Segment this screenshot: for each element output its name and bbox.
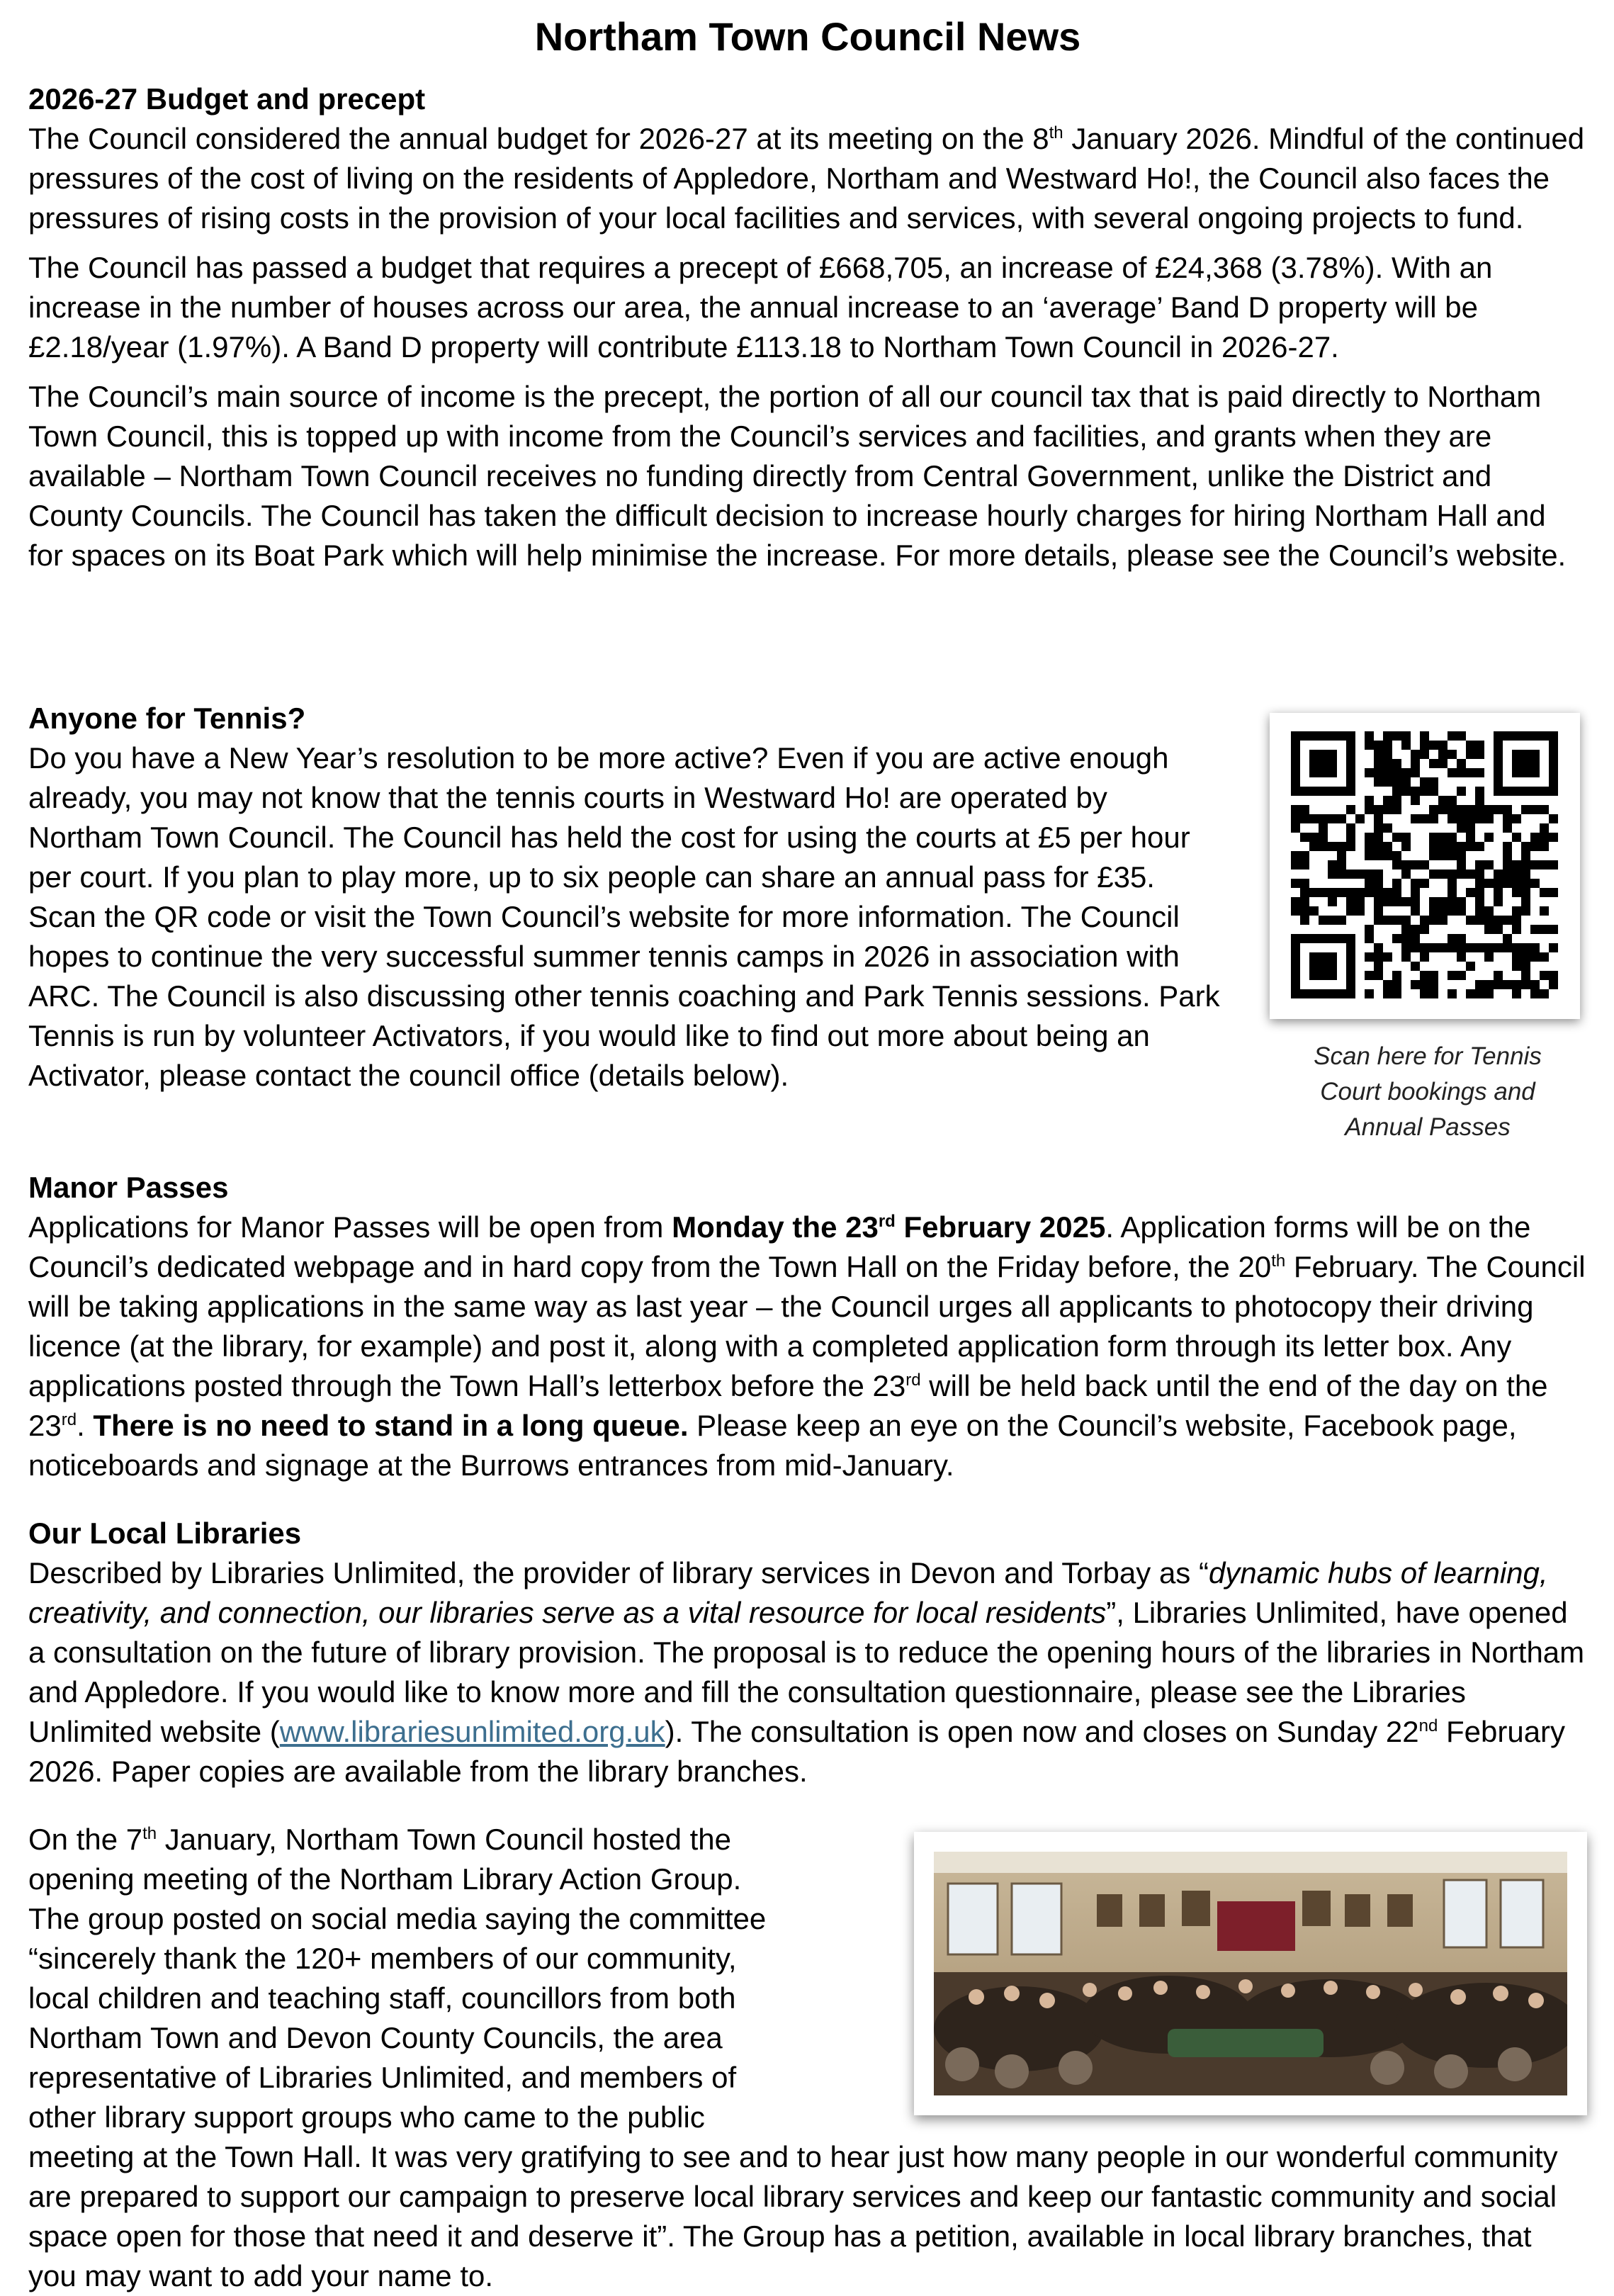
manor-sup-3: rd bbox=[905, 1371, 921, 1390]
budget-p1-text-a: The Council considered the annual budget for 2026-27 at its meeting on the 8 bbox=[28, 122, 1049, 155]
qr-caption-line-1: Scan here for Tennis bbox=[1314, 1042, 1542, 1070]
libraries-website-link[interactable]: www.librariesunlimited.org.uk bbox=[279, 1715, 665, 1748]
budget-paragraph-3: The Council’s main source of income is the precept, the portion of all our council tax that is paid directly to Northam Town Council, this is topped up with income from the Council’s services and facilities, and grants when they are available – Northam Town Council receives no funding directly from Central Government, unlike the District and County Councils. The Council has taken the difficult decision to increase hourly charges for hiring Northam Hall and for spaces on its Boat Park which will help minimise the increase. For more details, please see the Council’s website. bbox=[28, 380, 1567, 572]
action-group-line-8: other library support groups who came to the public bbox=[28, 2100, 705, 2134]
action-group-line-1-b: January, Northam Town Council hosted the bbox=[157, 1823, 732, 1856]
manor-text-5: . bbox=[77, 1409, 94, 1442]
manor-text-1: Applications for Manor Passes will be open from bbox=[28, 1210, 672, 1244]
manor-text-3: February. The Council will be taking applications in the same way as last year – the Council urges all applicants to photocopy their driving licence (at the library, for example) and post it, along with a completed application form through its letter box. Any applications posted through the Town Hall’s letterbox before the 23 bbox=[28, 1250, 1586, 1402]
budget-section bbox=[28, 79, 1587, 575]
manor-sup-4: rd bbox=[61, 1410, 77, 1429]
tennis-heading: Anyone for Tennis? bbox=[28, 702, 306, 735]
libraries-text-1: Described by Libraries Unlimited, the provider of library services in Devon and Torbay as “ bbox=[28, 1556, 1209, 1589]
action-group-line-2: opening meeting of the Northam Library Action Group. bbox=[28, 1862, 742, 1896]
newsletter-page bbox=[28, 0, 1587, 2292]
page-title: Northam Town Council News bbox=[534, 14, 1081, 59]
libraries-sup: nd bbox=[1418, 1716, 1438, 1735]
action-group-line-1-sup: th bbox=[142, 1824, 157, 1843]
manor-section bbox=[28, 1168, 1587, 1485]
budget-p1-sup: th bbox=[1049, 123, 1063, 142]
libraries-section bbox=[28, 1514, 1587, 1791]
budget-paragraph-2: The Council has passed a budget that requires a precept of £668,705, an increase of £24,368 (3.78%). With an increase in the number of houses across our area, the annual increase to an ‘average’ Band D property will be £2.18/year (1.97%). A Band D property will contribute £113.18 to Northam Town Council in 2026-27. bbox=[28, 251, 1493, 364]
action-group-line-3: The group posted on social media saying the committee bbox=[28, 1902, 767, 1935]
manor-open-date-sup: rd bbox=[878, 1212, 896, 1231]
manor-text-6: Please keep an eye on the Council’s website, Facebook page, noticeboards and signage at the Burrows entrances from mid-January. bbox=[28, 1409, 1517, 1482]
manor-sup-2: th bbox=[1271, 1251, 1286, 1271]
manor-open-date bbox=[672, 1210, 1105, 1244]
tennis-body: Do you have a New Year’s resolution to be more active? Even if you are active enough already, you may not know that the tennis courts in Westward Ho! are operated by Northam Town Council. The Council has held the cost for using the courts at £5 per hour per court. If you plan to play more, up to six people can share an annual pass for £35. Scan the QR code or visit the Town Council’s website for more information. The Council hopes to continue the very successful summer tennis camps in 2026 in association with ARC. The Council is also discussing other tennis coaching and Park Tennis sessions. Park Tennis is run by volunteer Activators, if you would like to find out more about being an Activator, please contact the council office (details below). bbox=[28, 741, 1220, 1092]
qr-code[interactable] bbox=[1270, 713, 1580, 1019]
manor-heading: Manor Passes bbox=[28, 1171, 229, 1204]
libraries-text-3: ). The consultation is open now and closes on Sunday 22 bbox=[665, 1715, 1419, 1748]
qr-caption-line-3: Annual Passes bbox=[1345, 1113, 1511, 1141]
qr-code-image bbox=[1291, 731, 1559, 999]
libraries-heading: Our Local Libraries bbox=[28, 1516, 302, 1550]
meeting-photo-image bbox=[934, 1852, 1567, 2095]
budget-p1-text-b: January 2026. Mindful of the continued pressures of the cost of living on the residents of Appledore, Northam and Westward Ho!, the Council also faces the pressures of rising costs in the provision of your local facilities and services, with several ongoing projects to fund. bbox=[28, 122, 1585, 235]
action-group-line-4: “sincerely thank the 120+ members of our community, bbox=[28, 1942, 737, 1975]
manor-no-queue: There is no need to stand in a long queue. bbox=[93, 1409, 689, 1442]
qr-code-panel bbox=[1260, 709, 1596, 1172]
action-group-line-5: local children and teaching staff, councillors from both bbox=[28, 1981, 736, 2015]
libraries-quote: dynamic hubs of learning, creativity, and connection, our libraries serve as a vital resource for local residents bbox=[28, 1556, 1548, 1629]
qr-caption-line-2: Court bookings and bbox=[1320, 1078, 1535, 1105]
meeting-photo bbox=[914, 1832, 1587, 2115]
tennis-section bbox=[28, 699, 1226, 1096]
qr-caption bbox=[1260, 1039, 1596, 1145]
manor-open-date-b: February 2025 bbox=[895, 1210, 1106, 1244]
manor-open-date-a: Monday the 23 bbox=[672, 1210, 879, 1244]
libraries-text-4: February 2026. Paper copies are available from the library branches. bbox=[28, 1715, 1566, 1788]
libraries-body bbox=[28, 1553, 1587, 1791]
action-group-rest: meeting at the Town Hall. It was very gratifying to see and to hear just how many people in our wonderful community are prepared to support our campaign to preserve local library services and keep our fantastic community and social space open for those that need it and deserve it”. The Group has a petition, available in local library branches, that you may want to add your name to. bbox=[28, 2140, 1558, 2292]
budget-heading: 2026-27 Budget and precept bbox=[28, 82, 426, 116]
manor-body bbox=[28, 1208, 1587, 1485]
manor-text-2: . Application forms will be on the Council’s dedicated webpage and in hard copy from the Town Hall on the Friday before, the 20 bbox=[28, 1210, 1531, 1283]
action-group-line-1-a: On the 7 bbox=[28, 1823, 143, 1856]
action-group-line-7: representative of Libraries Unlimited, and members of bbox=[28, 2061, 737, 2094]
action-group-line-6: Northam Town and Devon County Councils, the area bbox=[28, 2021, 723, 2054]
manor-text-4: will be held back until the end of the day on the 23 bbox=[28, 1369, 1548, 1442]
budget-paragraph-1 bbox=[28, 119, 1587, 238]
libraries-text-2: ”, Libraries Unlimited, have opened a consultation on the future of library provision. The proposal is to reduce the opening hours of the libraries in Northam and Appledore. If you would like to know more and fill the consultation questionnaire, please see the Libraries Unlimited website ( bbox=[28, 1596, 1585, 1748]
